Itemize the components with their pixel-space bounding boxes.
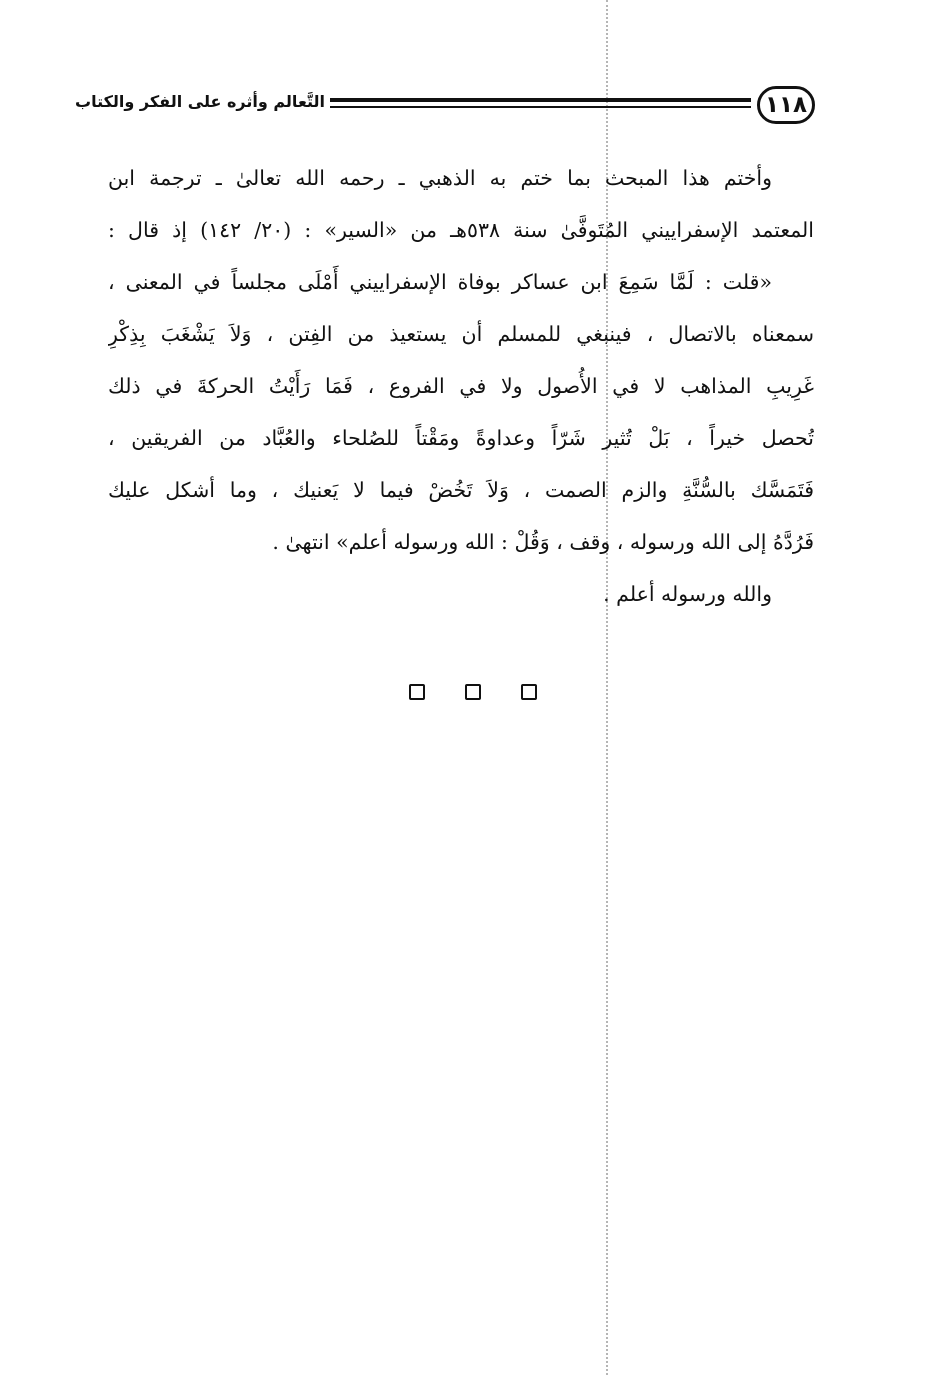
quote-line: فَرُدَّهُ إلى الله ورسوله ، وقف ، وَقُلْ : الله ورسوله أعلم» انتهىٰ . bbox=[272, 530, 814, 554]
square-icon bbox=[409, 684, 425, 700]
header-rule bbox=[330, 98, 751, 112]
book-title: التَّعالم وأثره على الفكر والكتاب bbox=[74, 92, 325, 111]
header-rule-thin bbox=[330, 106, 751, 108]
header-rule-thick bbox=[330, 98, 751, 102]
quote-line: سمعناه بالاتصال ، فينبغي للمسلم أن يستعيذ من الفِتن ، وَلاَ يَشْغَبَ بِذِكْرِ bbox=[108, 322, 814, 346]
paragraph-line: المعتمد الإسفراييني المُتَوفَّىٰ سنة ٥٣٨هـ من «السير» : (٢٠/ ١٤٢) إذ قال : bbox=[108, 218, 814, 242]
closing-line: والله ورسوله أعلم . bbox=[603, 582, 772, 606]
quote-line: «قلت : لَمَّا سَمِعَ ابن عساكر بوفاة الإسفراييني أَمْلَى مجلساً في المعنى ، bbox=[108, 270, 772, 294]
quote-line: فَتَمَسَّك بالسُّنَّةِ والزم الصمت ، وَلاَ تَخُضْ فيما لا يَعنيك ، وما أشكل عليك bbox=[108, 478, 814, 502]
section-end-marks bbox=[0, 684, 946, 700]
page-number: ١١٨ bbox=[757, 86, 815, 124]
square-icon bbox=[521, 684, 537, 700]
square-icon bbox=[465, 684, 481, 700]
body-text bbox=[108, 152, 814, 620]
quote-line: تُحصل خيراً ، بَلْ تُثير شَرّاً وعداوةً ومَقْتاً للصُلحاء والعُبَّاد من الفريقين ، bbox=[108, 426, 814, 450]
quote-line: غَرِيبِ المذاهب لا في الأُصول ولا في الفروع ، فَمَا رَأَيْتُ الحركةَ في ذلك bbox=[108, 374, 814, 398]
paragraph-line: وأختم هذا المبحث بما ختم به الذهبي ـ رحمه الله تعالىٰ ـ ترجمة ابن bbox=[108, 166, 772, 190]
page-header bbox=[74, 84, 815, 134]
